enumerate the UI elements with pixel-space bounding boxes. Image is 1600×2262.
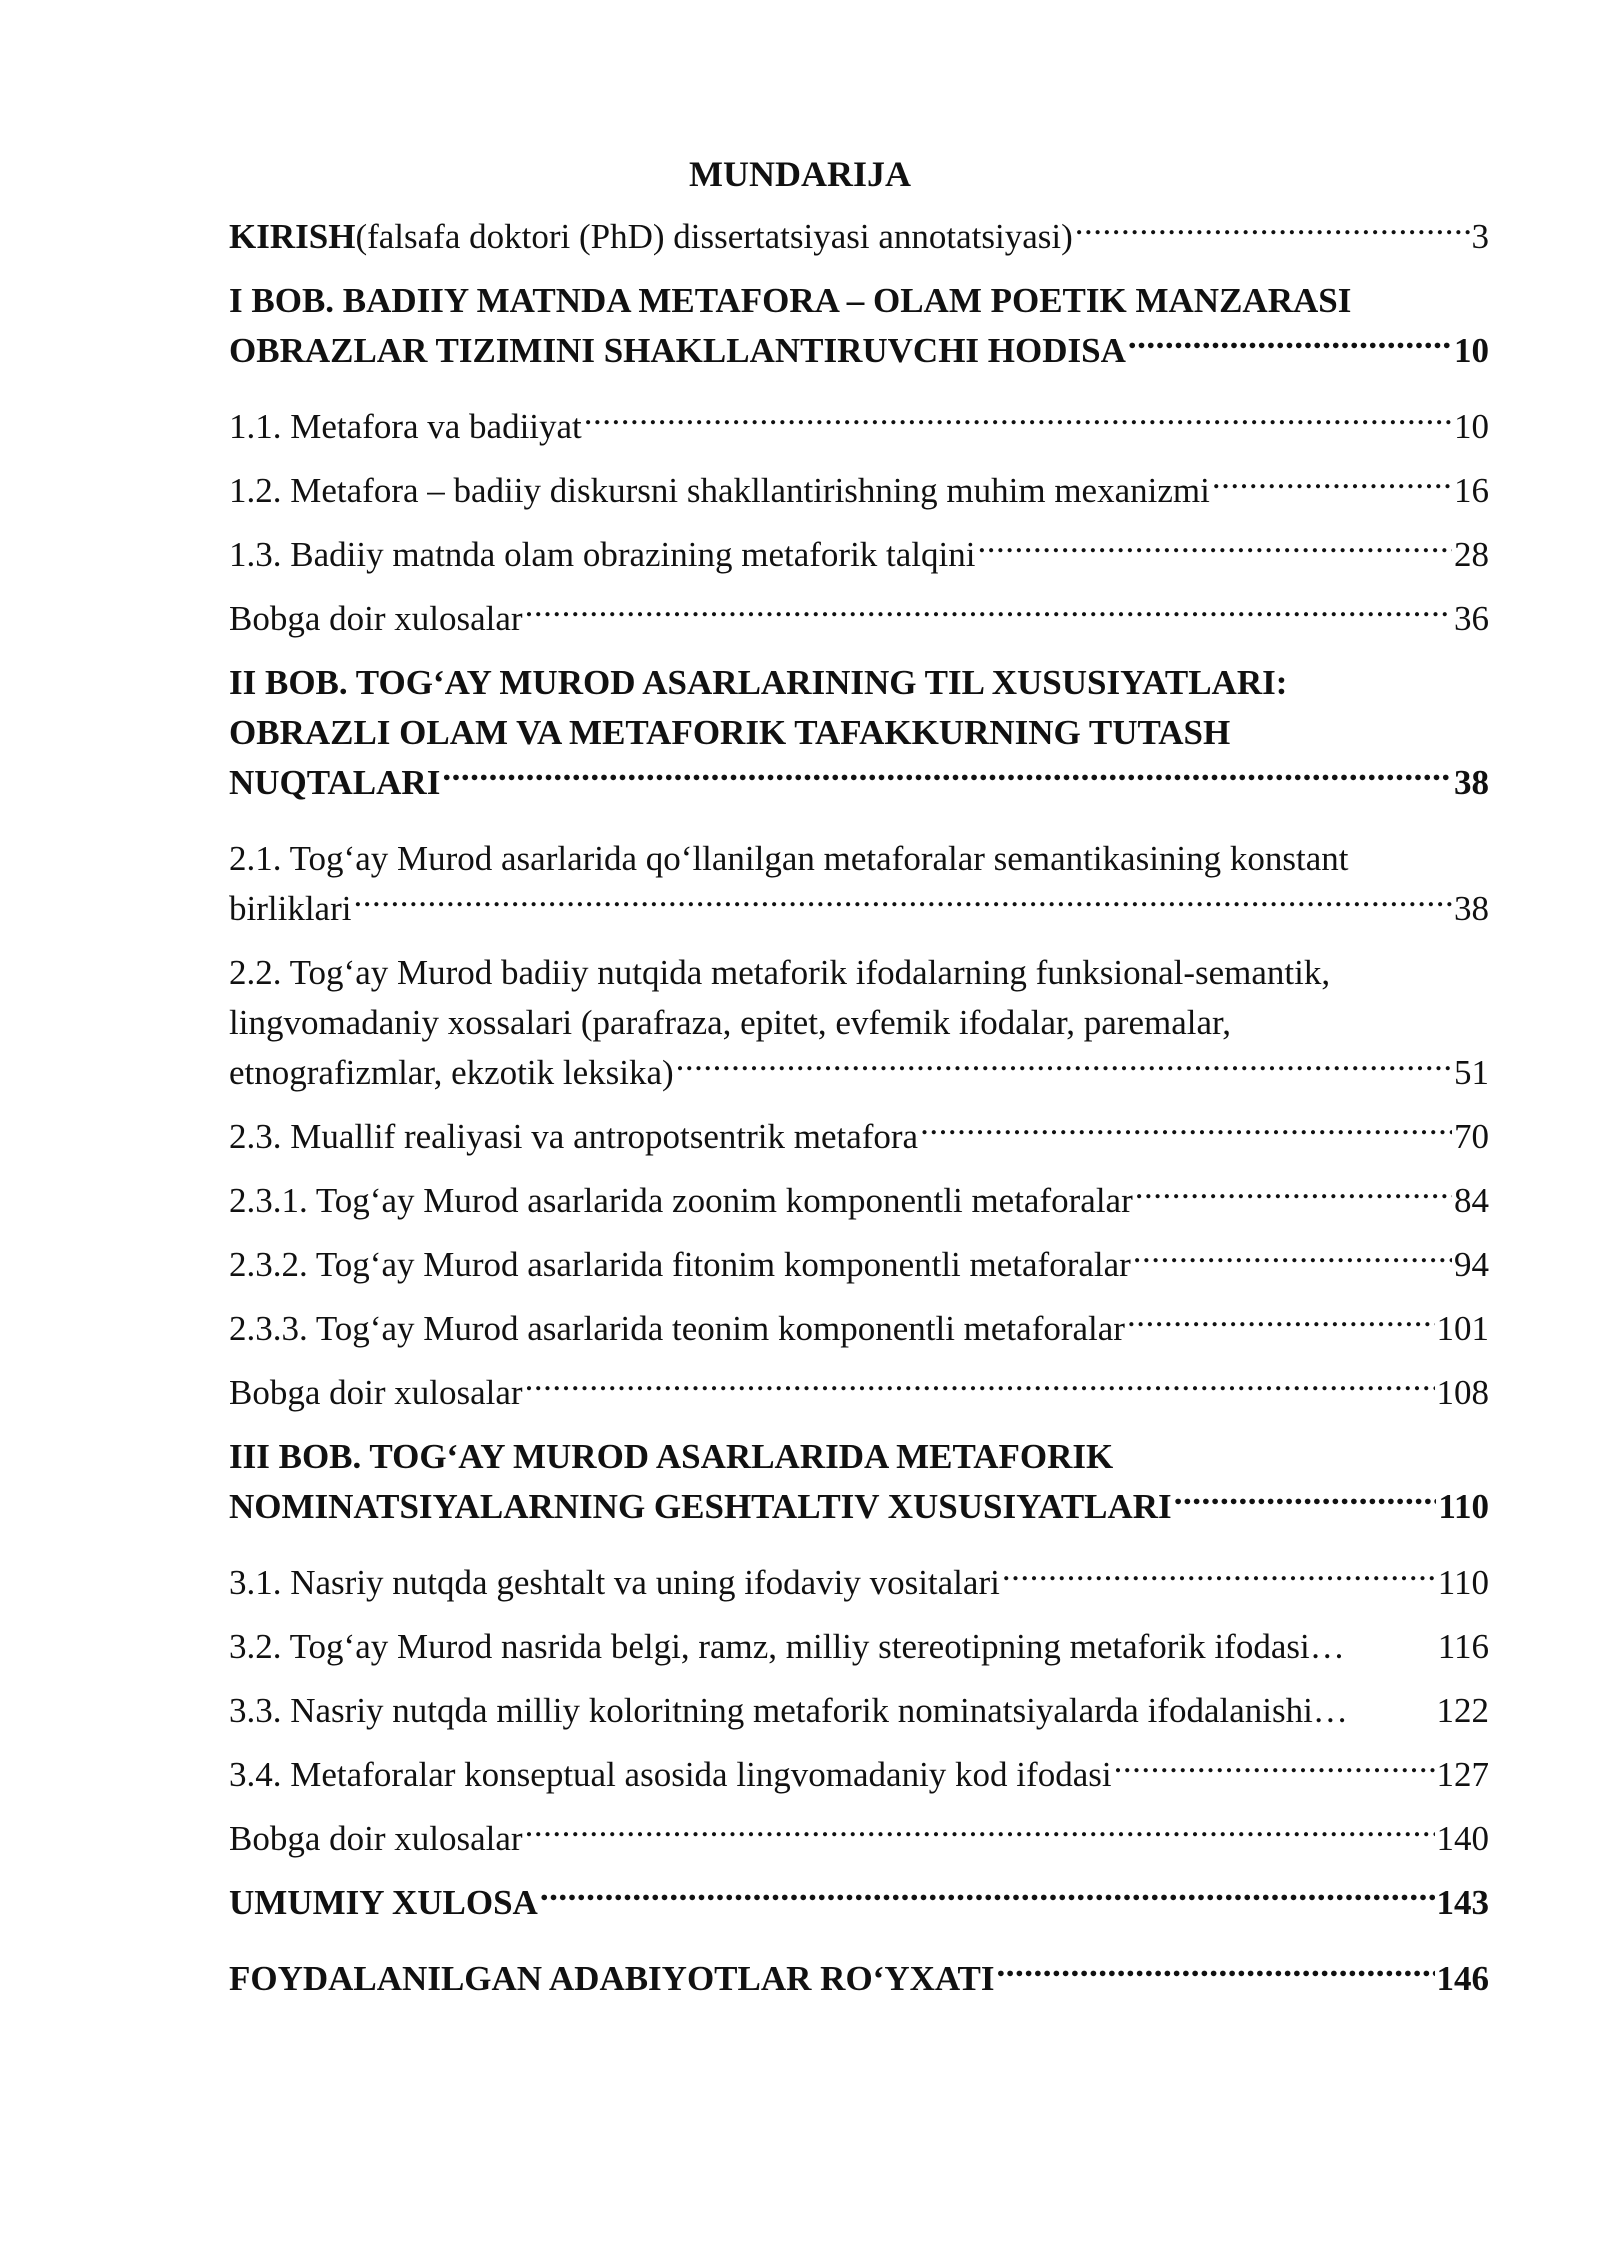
toc-entry-1-2[interactable] xyxy=(229,466,1489,516)
dot-leader xyxy=(977,531,1452,566)
toc-page-number: 143 xyxy=(1436,1883,1489,1922)
toc-entry-text: UMUMIY XULOSA xyxy=(229,1883,538,1922)
toc-page-number: 84 xyxy=(1454,1181,1489,1220)
toc-entry-general-conclusion[interactable] xyxy=(229,1878,1489,1928)
toc-entry-chapter-2[interactable] xyxy=(229,658,1489,808)
dot-leader xyxy=(1212,467,1452,502)
toc-page-number: 110 xyxy=(1437,1563,1489,1602)
toc-page-number: 127 xyxy=(1436,1755,1489,1794)
dot-leader xyxy=(1135,1177,1452,1212)
toc-page-number: 116 xyxy=(1437,1627,1489,1666)
toc-entry-text-line: I BOB. BADIIY MATNDA METAFORA – OLAM POETIK MANZARASI xyxy=(229,281,1352,320)
toc-page-number: 38 xyxy=(1454,763,1489,802)
toc-entry-3-4[interactable] xyxy=(229,1750,1489,1800)
toc-page-number: 94 xyxy=(1454,1245,1489,1284)
toc-page-number: 38 xyxy=(1454,889,1489,928)
toc-page-number: 110 xyxy=(1438,1487,1489,1526)
toc-entry-text-line: lingvomadaniy xossalari (parafraza, epitet, evfemik ifodalar, paremalar, xyxy=(229,1003,1232,1042)
dot-leader xyxy=(525,1369,1435,1404)
toc-entry-text: 2.3.1. Tog‘ay Murod asarlarida zoonim komponentli metaforalar xyxy=(229,1181,1133,1220)
toc-entry-text: etnografizmlar, ekzotik leksika) xyxy=(229,1053,674,1092)
toc-entry-2-2[interactable] xyxy=(229,948,1489,1098)
toc-entry-text: 3.1. Nasriy nutqda geshtalt va uning ifodaviy vositalari xyxy=(229,1563,1000,1602)
toc-entry-text: FOYDALANILGAN ADABIYOTLAR RO‘YXATI xyxy=(229,1959,995,1998)
table-of-contents xyxy=(229,212,1489,2004)
toc-entry-text-line: 2.1. Tog‘ay Murod asarlarida qo‘llanilgan metaforalar semantikasining konstant xyxy=(229,839,1349,878)
toc-entry-bold-label: KIRISH xyxy=(229,217,356,256)
toc-entry-text: 1.1. Metafora va badiiyat xyxy=(229,407,582,446)
dot-leader xyxy=(1174,1483,1437,1518)
toc-page-number: 16 xyxy=(1454,471,1489,510)
dot-leader xyxy=(1114,1751,1435,1786)
toc-entry-text: 2.3.2. Tog‘ay Murod asarlarida fitonim komponentli metaforalar xyxy=(229,1245,1131,1284)
toc-entry-text: Bobga doir xulosalar xyxy=(229,599,523,638)
dot-leader xyxy=(1002,1559,1436,1594)
toc-entry-text: 2.3. Muallif realiyasi va antropotsentrik metafora xyxy=(229,1117,919,1156)
toc-page-number: 36 xyxy=(1454,599,1489,638)
dot-leader xyxy=(997,1955,1435,1990)
toc-entry-2-3-2[interactable] xyxy=(229,1240,1489,1290)
dot-leader xyxy=(1075,213,1470,248)
dot-leader xyxy=(1133,1241,1452,1276)
toc-page-number: 10 xyxy=(1454,331,1489,370)
toc-page-number: 122 xyxy=(1436,1691,1489,1730)
toc-entry-chapter-2-conclusions[interactable] xyxy=(229,1368,1489,1418)
toc-entry-text: 1.2. Metafora – badiiy diskursni shakllantirishning muhim mexanizmi xyxy=(229,471,1210,510)
toc-entry-text-line: II BOB. TOG‘AY MUROD ASARLARINING TIL XUSUSIYATLARI: xyxy=(229,663,1288,702)
toc-page-number: 51 xyxy=(1454,1053,1489,1092)
toc-entry-2-3[interactable] xyxy=(229,1112,1489,1162)
toc-page-number: 28 xyxy=(1454,535,1489,574)
toc-entry-1-3[interactable] xyxy=(229,530,1489,580)
toc-entry-text: OBRAZLAR TIZIMINI SHAKLLANTIRUVCHI HODISA xyxy=(229,331,1126,370)
toc-entry-text-line: OBRAZLI OLAM VA METAFORIK TAFAKKURNING TUTASH xyxy=(229,713,1231,752)
toc-entry-text: 3.3. Nasriy nutqda milliy koloritning metaforik nominatsiyalarda ifodalanishi… xyxy=(229,1691,1348,1730)
page-title: MUNDARIJA xyxy=(689,154,911,194)
toc-entry-3-1[interactable] xyxy=(229,1558,1489,1608)
dot-leader xyxy=(353,885,1452,920)
toc-entry-text: birliklari xyxy=(229,889,352,928)
toc-entry-text: NOMINATSIYALARNING GESHTALTIV XUSUSIYATLARI xyxy=(229,1487,1172,1526)
toc-page-number: 70 xyxy=(1454,1117,1489,1156)
toc-entry-2-3-3[interactable] xyxy=(229,1304,1489,1354)
toc-entry-1-1[interactable] xyxy=(229,402,1489,452)
dot-leader xyxy=(540,1879,1435,1914)
dot-leader xyxy=(442,759,1452,794)
toc-entry-text-line: 2.2. Tog‘ay Murod badiiy nutqida metaforik ifodalarning funksional-semantik, xyxy=(229,953,1331,992)
toc-entry-3-3[interactable] xyxy=(229,1686,1489,1736)
dot-leader xyxy=(525,595,1452,630)
toc-page-number: 140 xyxy=(1436,1819,1489,1858)
toc-entry-3-2[interactable] xyxy=(229,1622,1489,1672)
toc-entry-chapter-1-conclusions[interactable] xyxy=(229,594,1489,644)
toc-page-number: 3 xyxy=(1471,217,1489,256)
toc-page-number: 108 xyxy=(1436,1373,1489,1412)
dot-leader xyxy=(584,403,1452,438)
toc-entry-chapter-3[interactable] xyxy=(229,1432,1489,1532)
toc-entry-text: Bobga doir xulosalar xyxy=(229,1819,523,1858)
toc-entry-kirish[interactable] xyxy=(229,212,1489,262)
toc-entry-chapter-1[interactable] xyxy=(229,276,1489,376)
toc-entry-2-1[interactable] xyxy=(229,834,1489,934)
toc-entry-text: 2.3.3. Tog‘ay Murod asarlarida teonim komponentli metaforalar xyxy=(229,1309,1125,1348)
toc-entry-2-3-1[interactable] xyxy=(229,1176,1489,1226)
toc-entry-bibliography[interactable] xyxy=(229,1954,1489,2004)
dot-leader xyxy=(1127,1305,1435,1340)
toc-page-number: 101 xyxy=(1436,1309,1489,1348)
toc-entry-text: 1.3. Badiiy matnda olam obrazining metaforik talqini xyxy=(229,535,976,574)
dot-leader xyxy=(525,1815,1435,1850)
toc-entry-text: (falsafa doktori (PhD) dissertatsiyasi annotatsiyasi) xyxy=(355,217,1073,256)
toc-entry-text: 3.2. Tog‘ay Murod nasrida belgi, ramz, milliy stereotipning metaforik ifodasi… xyxy=(229,1627,1345,1666)
toc-entry-text: Bobga doir xulosalar xyxy=(229,1373,523,1412)
dot-leader xyxy=(1128,327,1452,362)
toc-entry-text: 3.4. Metaforalar konseptual asosida lingvomadaniy kod ifodasi xyxy=(229,1755,1112,1794)
toc-page-number: 10 xyxy=(1454,407,1489,446)
toc-entry-chapter-3-conclusions[interactable] xyxy=(229,1814,1489,1864)
toc-entry-text-line: III BOB. TOG‘AY MUROD ASARLARIDA METAFORIK xyxy=(229,1437,1114,1476)
dot-leader xyxy=(676,1049,1452,1084)
dot-leader xyxy=(920,1113,1452,1148)
toc-entry-text: NUQTALARI xyxy=(229,763,441,802)
toc-page-number: 146 xyxy=(1436,1959,1489,1998)
